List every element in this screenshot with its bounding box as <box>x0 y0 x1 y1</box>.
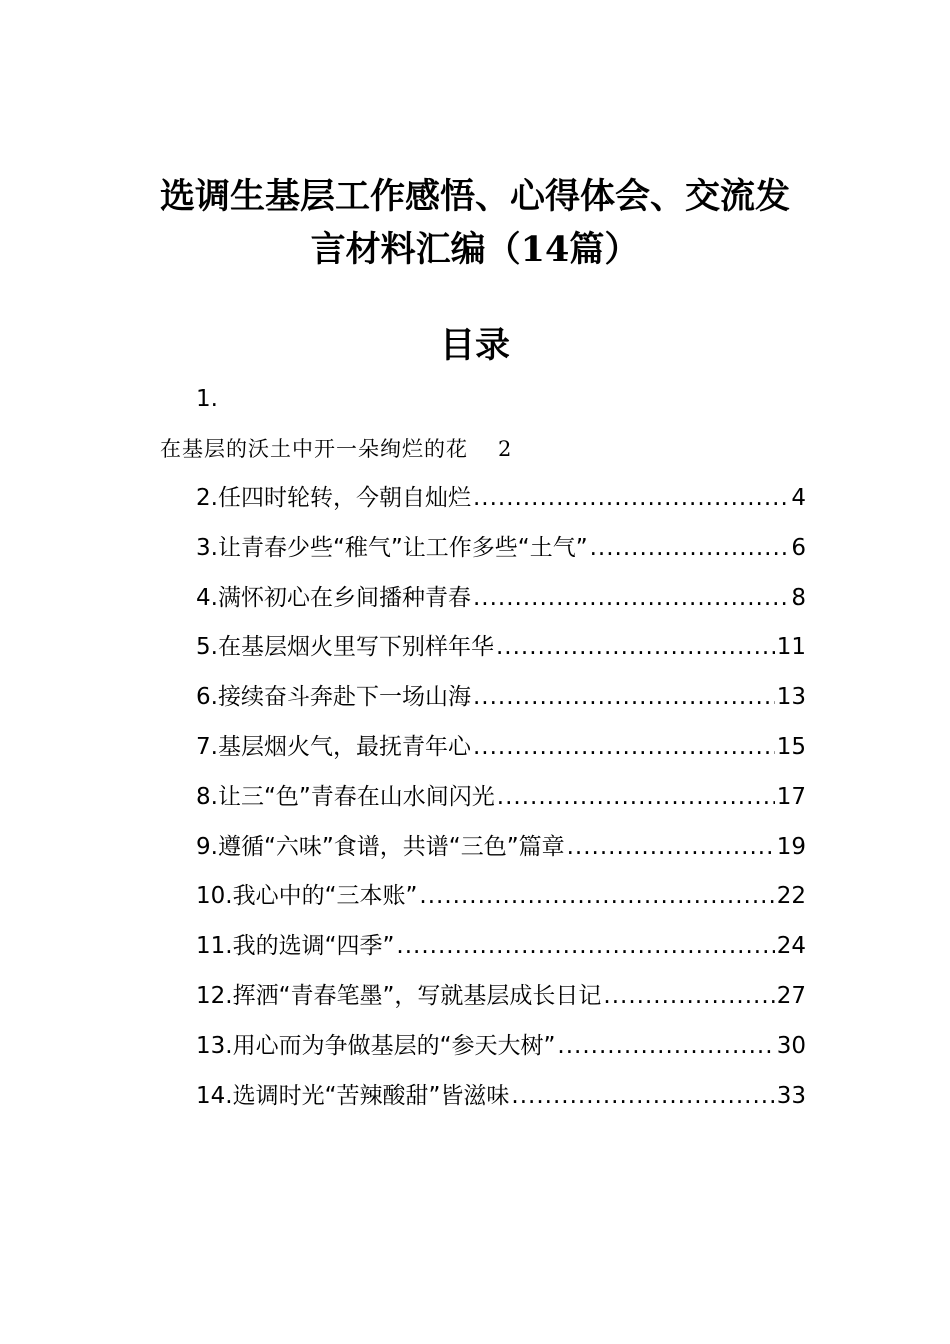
dot-leader <box>473 482 789 514</box>
toc-entry-page: 22 <box>776 883 806 910</box>
dot-leader <box>567 831 775 863</box>
toc-entry[interactable] <box>196 532 806 582</box>
toc-entry-title[interactable]: 6.接续奋斗奔赴下一场山海 <box>196 684 471 711</box>
toc-entry-page: 13 <box>776 684 806 711</box>
toc-heading: 目录 <box>439 325 510 366</box>
toc-entry[interactable] <box>196 1080 806 1130</box>
toc-entry[interactable] <box>196 880 806 930</box>
dot-leader <box>603 980 774 1012</box>
toc-entry-title[interactable]: 5.在基层烟火里写下别样年华 <box>196 634 494 661</box>
toc-entry[interactable] <box>196 831 806 881</box>
toc-entry-page: 30 <box>776 1032 806 1059</box>
toc-entry-title[interactable]: 3.让青春少些“稚气”让工作多些“土气” <box>196 534 588 561</box>
toc-entry-title[interactable]: 4.满怀初心在乡间播种青春 <box>196 584 471 611</box>
toc-entry[interactable] <box>196 582 806 632</box>
toc-entry-title[interactable]: 12.挥洒“青春笔墨”，写就基层成长日记 <box>196 982 602 1009</box>
toc-list <box>196 482 806 1129</box>
toc-entry-title[interactable]: 10.我心中的“三本账” <box>196 883 418 910</box>
dot-leader <box>473 582 789 614</box>
toc-entry-page: 17 <box>776 783 806 810</box>
toc-entry[interactable] <box>196 1030 806 1080</box>
toc-entry-page: 24 <box>776 933 806 960</box>
toc-entry-page: 19 <box>776 833 806 860</box>
toc-entry[interactable] <box>196 482 806 532</box>
toc-entry-page: 11 <box>776 634 806 661</box>
toc-entry-1-title[interactable]: 在基层的沃土中开一朵绚烂的花 <box>160 437 468 461</box>
toc-entry[interactable] <box>196 781 806 831</box>
toc-entry-title[interactable]: 11.我的选调“四季” <box>196 933 395 960</box>
toc-entry-page: 27 <box>776 982 806 1009</box>
toc-entry-page: 33 <box>776 1082 806 1109</box>
toc-entry-page: 15 <box>776 733 806 760</box>
dot-leader <box>497 781 775 813</box>
toc-entry[interactable] <box>196 980 806 1030</box>
toc-entry-title[interactable]: 9.遵循“六味”食谱，共谱“三色”篇章 <box>196 833 565 860</box>
dot-leader <box>473 681 775 713</box>
toc-entry[interactable] <box>196 681 806 731</box>
dot-leader <box>473 731 775 763</box>
dot-leader <box>496 631 775 663</box>
toc-entry[interactable] <box>196 731 806 781</box>
toc-entry-page: 4 <box>791 485 806 511</box>
toc-entry-title[interactable]: 8.让三“色”青春在山水间闪光 <box>196 783 495 810</box>
dot-leader <box>511 1080 774 1112</box>
toc-entry-title[interactable]: 13.用心而为争做基层的“参天大树” <box>196 1032 556 1059</box>
toc-entry[interactable] <box>196 930 806 980</box>
toc-entry-1[interactable] <box>160 434 512 464</box>
toc-entry-1-page: 2 <box>498 437 513 461</box>
document-title-line-1: 选调生基层工作感悟、心得体会、交流发 <box>159 176 790 217</box>
dot-leader <box>419 880 774 912</box>
toc-entry-1-number[interactable]: 1. <box>196 386 218 412</box>
toc-entry-title[interactable]: 2.任四时轮转，今朝自灿烂 <box>196 485 471 511</box>
dot-leader <box>396 930 774 962</box>
document-title-line-2: 言材料汇编（14篇） <box>310 229 640 270</box>
dot-leader <box>557 1030 774 1062</box>
toc-entry-title[interactable]: 7.基层烟火气，最抚青年心 <box>196 733 471 760</box>
toc-entry-title[interactable]: 14.选调时光“苦辣酸甜”皆滋味 <box>196 1082 510 1109</box>
toc-entry-page: 8 <box>791 584 806 611</box>
toc-entry-page: 6 <box>791 534 806 561</box>
dot-leader <box>590 532 790 564</box>
toc-entry[interactable] <box>196 631 806 681</box>
